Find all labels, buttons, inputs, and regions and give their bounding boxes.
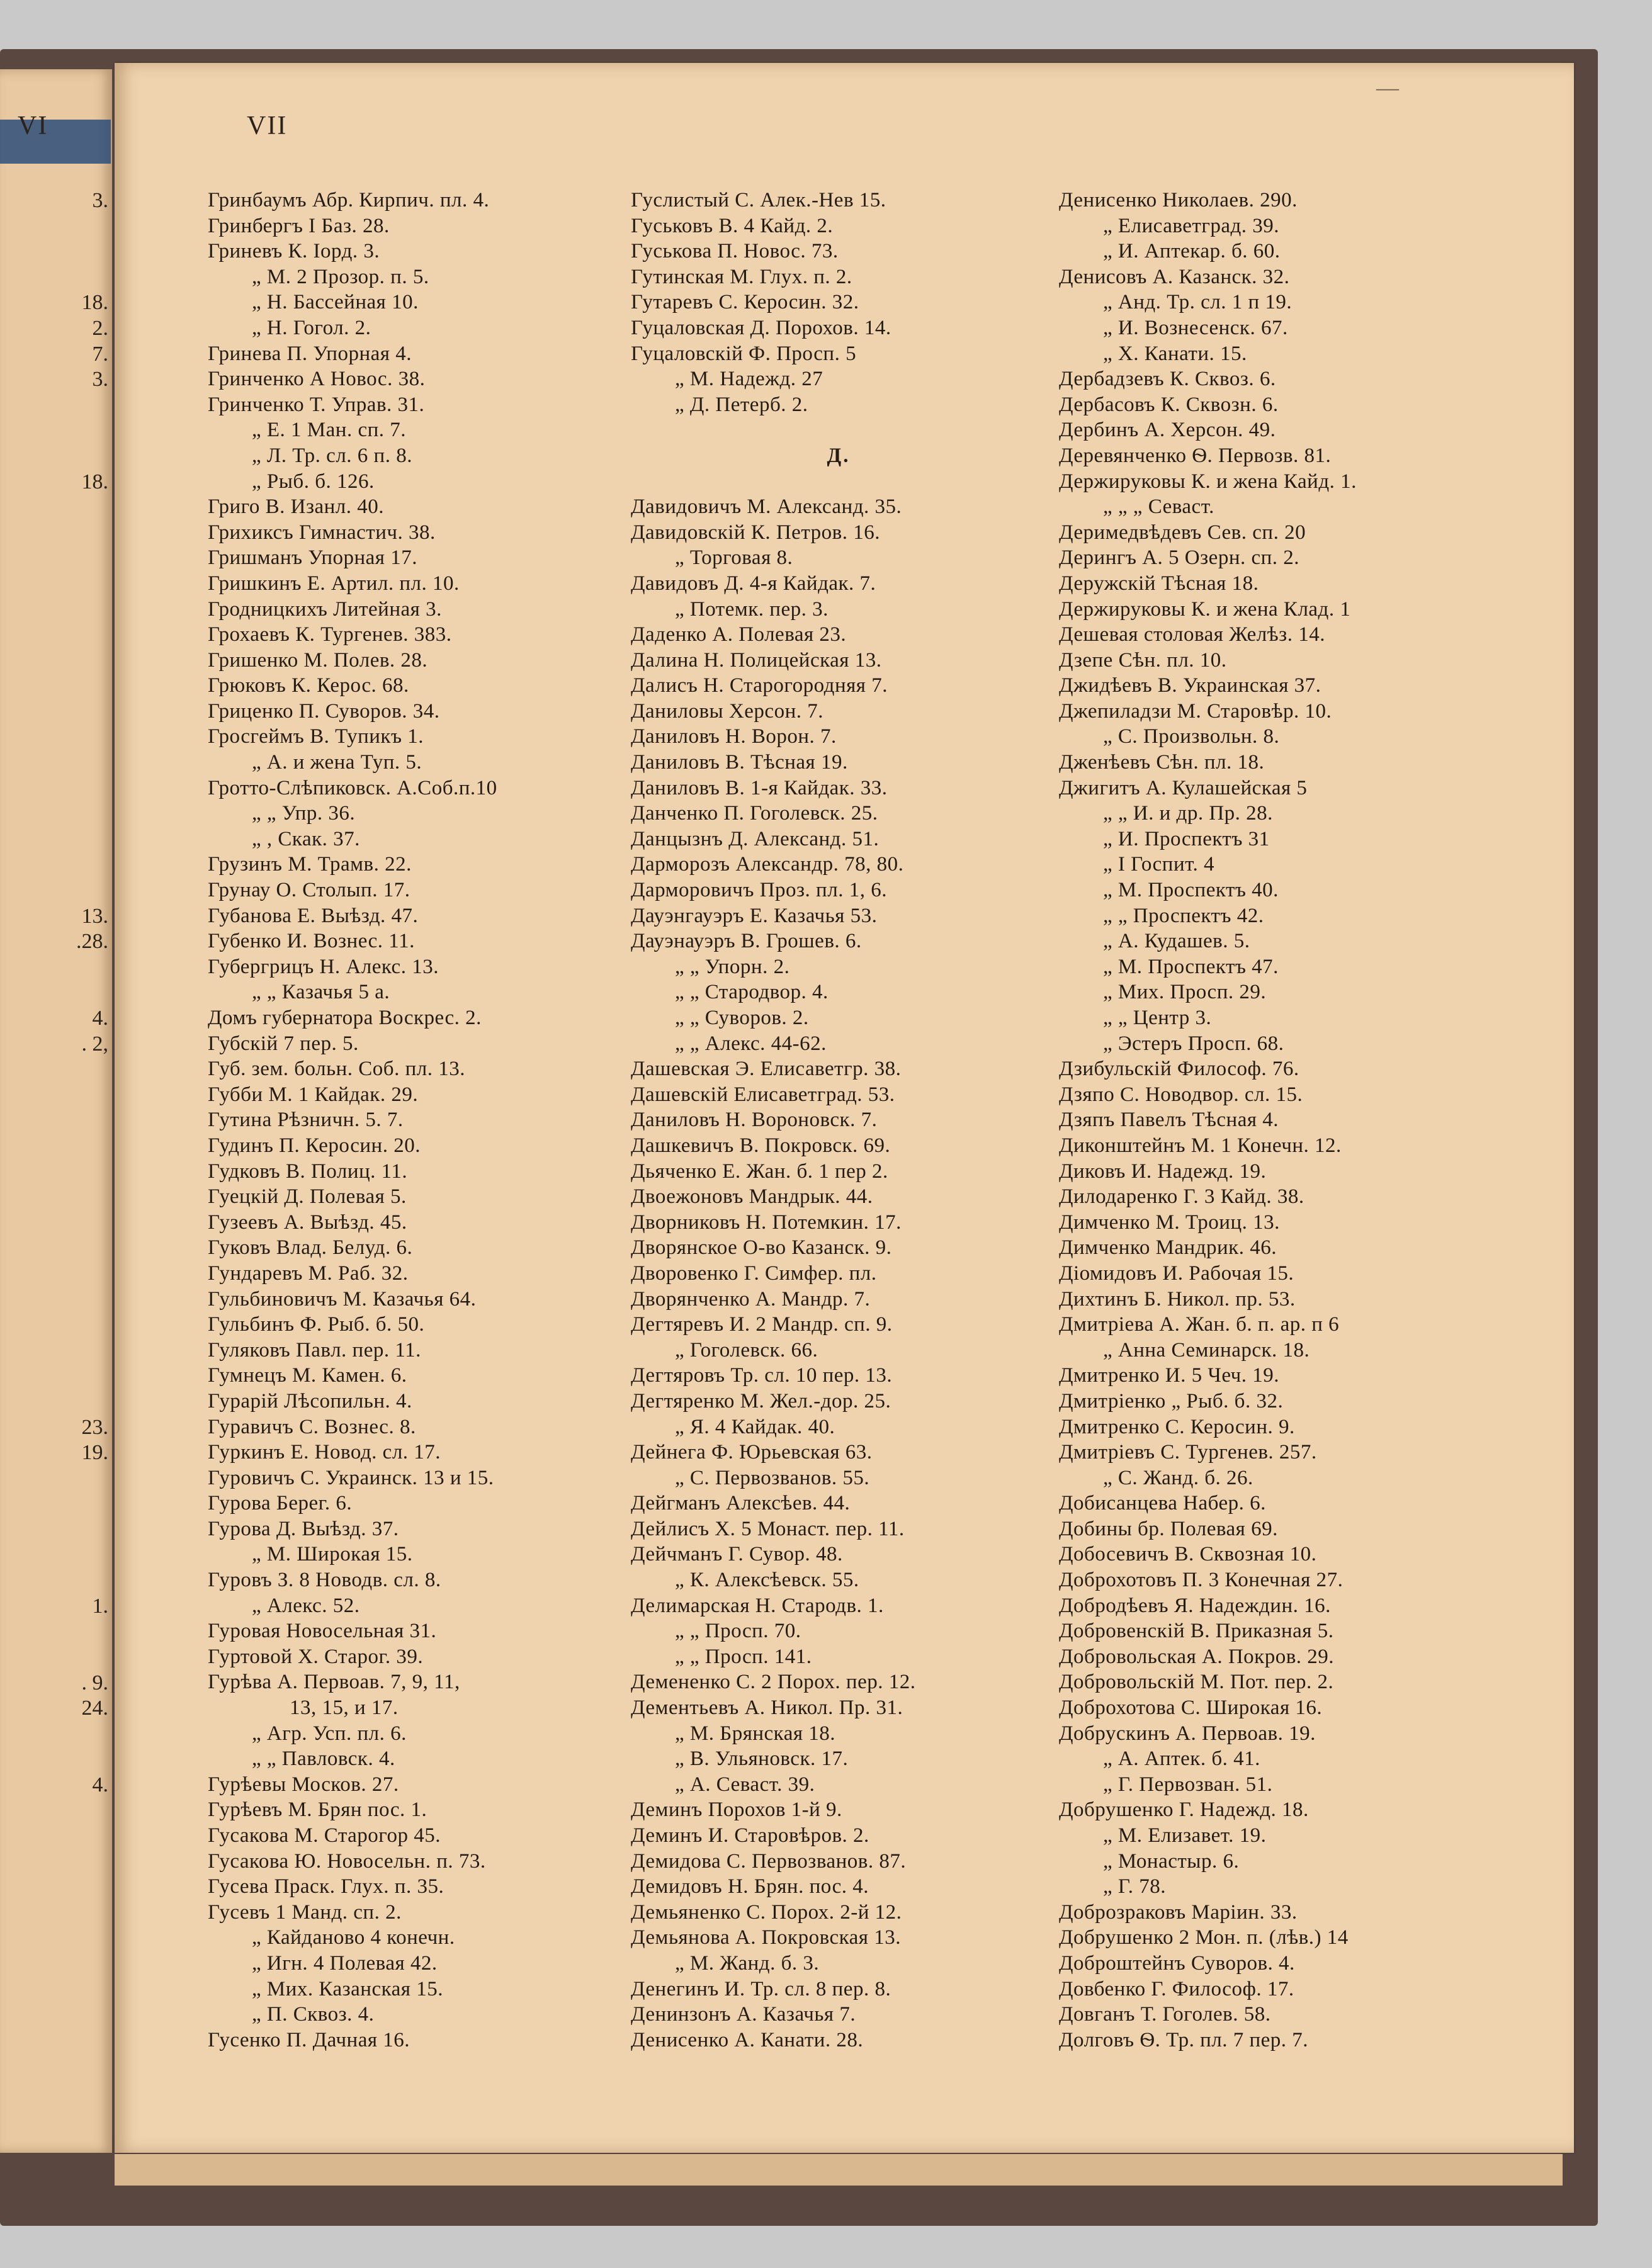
directory-entry: Двоежоновъ Мандрык. 44. [631, 1185, 873, 1209]
directory-entry: Дауэнгауэръ Е. Казачья 53. [631, 904, 878, 927]
directory-entry: „ Я. 4 Кайдак. 40. [675, 1415, 835, 1438]
directory-entry: Дилодаренко Г. 3 Кайд. 38. [1059, 1185, 1304, 1209]
right-page-number: VII [247, 111, 288, 140]
directory-entry: Дерингъ А. 5 Озерн. сп. 2. [1059, 546, 1300, 570]
library-stamp [0, 120, 111, 164]
directory-column-3 [1059, 188, 1462, 2053]
directory-entry: Дарморозъ Александр. 78, 80. [631, 853, 904, 876]
directory-entry: „ П. Сквоз. 4. [252, 2003, 375, 2026]
directory-entry: Делимарская Н. Стародв. 1. [631, 1594, 884, 1617]
directory-entry: Гусева Праск. Глух. п. 35. [208, 1875, 444, 1898]
directory-entry: Грихиксъ Гимнастич. 38. [208, 521, 436, 544]
directory-entry: Доброхотовъ П. 3 Конечная 27. [1059, 1569, 1344, 1592]
directory-entry: Дворянченко А. Мандр. 7. [631, 1287, 871, 1311]
directory-entry: „ Г. 78. [1103, 1875, 1167, 1898]
directory-entry: Дзибульскій Философ. 76. [1059, 1058, 1299, 1081]
directory-entry: Гуравичъ С. Вознес. 8. [208, 1415, 416, 1438]
directory-entry: Гусенко П. Дачная 16. [208, 2028, 410, 2051]
directory-entry: Гуровъ З. 8 Новодв. сл. 8. [208, 1569, 441, 1592]
directory-entry: Доброштейнъ Суворов. 4. [1059, 1951, 1295, 1975]
directory-entry: Гутинская М. Глух. п. 2. [631, 265, 852, 288]
directory-entry: „ В. Ульяновск. 17. [675, 1747, 849, 1771]
directory-entry: Дмитріева А. Жан. б. п. ар. п 6 [1059, 1313, 1340, 1336]
previous-page-fragment: . 2, [81, 1032, 108, 1056]
directory-entry: Гродницкихъ Литейная 3. [208, 597, 442, 621]
directory-entry: Домъ губернатора Воскрес. 2. [208, 1007, 482, 1029]
directory-entry: Даниловы Херсон. 7. [631, 699, 823, 723]
directory-entry: „ Эстеръ Просп. 68. [1103, 1032, 1284, 1055]
previous-page-fragment: 24. [81, 1696, 108, 1720]
directory-entry: „ М. Проспектъ 40. [1103, 879, 1279, 902]
directory-entry: Дьяченко Е. Жан. б. 1 пер 2. [631, 1159, 888, 1183]
directory-entry: Дворовенко Г. Симфер. пл. [631, 1261, 877, 1285]
letter-heading: Д. [827, 444, 851, 467]
directory-entry: „ М. Елизавет. 19. [1103, 1824, 1267, 1847]
directory-entry: „ „ Просп. 141. [675, 1645, 812, 1668]
directory-column-2 [631, 188, 1046, 2053]
directory-entry: Дзяпо С. Новодвор. сл. 15. [1059, 1083, 1303, 1106]
directory-entry: Губ. зем. больн. Соб. пл. 13. [208, 1058, 465, 1081]
directory-entry: Грунау О. Столып. 17. [208, 879, 410, 902]
directory-entry: Димченко Мандрик. 46. [1059, 1236, 1277, 1260]
directory-entry: „ И. Вознесенск. 67. [1103, 316, 1288, 339]
directory-entry: Гуцаловская Д. Порохов. 14. [631, 316, 891, 339]
previous-page-fragment: 3. [92, 368, 108, 392]
directory-entry: Дмитріевъ С. Тургенев. 257. [1059, 1441, 1317, 1464]
directory-entry: Дашевскій Елисаветград. 53. [631, 1083, 895, 1106]
directory-entry [631, 469, 1046, 495]
directory-entry: Дейчманъ Г. Сувор. 48. [631, 1543, 843, 1566]
directory-entry: Демененко С. 2 Порох. пер. 12. [631, 1671, 916, 1694]
directory-entry: Добровенскій В. Приказная 5. [1059, 1620, 1334, 1643]
directory-entry: Дмитренко С. Керосин. 9. [1059, 1415, 1295, 1438]
directory-entry: Дзепе Сѣн. пл. 10. [1059, 648, 1227, 672]
directory-entry: „ Рыб. б. 126. [252, 470, 375, 493]
directory-entry: Гульбинъ Ф. Рыб. б. 50. [208, 1313, 425, 1336]
directory-entry: „ , Скак. 37. [252, 827, 360, 850]
directory-entry: „ Торговая 8. [675, 546, 793, 570]
directory-entry: Гуляковъ Павл. пер. 11. [208, 1338, 421, 1362]
directory-entry: „ Гоголевск. 66. [675, 1338, 818, 1362]
directory-entry: Демидова С. Первозванов. 87. [631, 1849, 907, 1873]
directory-entry: Гринева П. Упорная 4. [208, 342, 412, 365]
directory-entry: Гурова Берег. 6. [208, 1492, 353, 1515]
directory-entry: Даниловъ В. Тѣсная 19. [631, 751, 848, 774]
previous-page-fragment: . 9. [81, 1671, 108, 1695]
previous-page-fragment: 19. [81, 1441, 108, 1465]
directory-entry: „ Агр. Усп. пл. 6. [252, 1722, 407, 1745]
directory-entry: Гусакова М. Старогор 45. [208, 1824, 441, 1847]
previous-page-fragment: 4. [92, 1007, 108, 1030]
directory-entry: „ Игн. 4 Полевая 42. [252, 1951, 438, 1975]
directory-entry: Доброзраковъ Маріин. 33. [1059, 1900, 1298, 1924]
directory-entry: „ С. Первозванов. 55. [675, 1466, 870, 1489]
directory-entry: „ Потемк. пер. 3. [675, 597, 829, 621]
directory-entry: Дегтяревъ И. 2 Мандр. сп. 9. [631, 1313, 893, 1336]
directory-entry: Гринбергъ I Баз. 28. [208, 214, 390, 237]
directory-entry: Гуецкій Д. Полевая 5. [208, 1185, 407, 1209]
directory-entry: Довбенко Г. Философ. 17. [1059, 1977, 1294, 2000]
directory-entry: Добродѣевъ Я. Надеждин. 16. [1059, 1594, 1331, 1617]
directory-entry: Данцызнъ Д. Александ. 51. [631, 827, 880, 850]
directory-entry: Даниловъ Н. Ворон. 7. [631, 725, 837, 748]
directory-entry: Добрушенко Г. Надежд. 18. [1059, 1798, 1309, 1822]
directory-entry: Гульбиновичъ М. Казачья 64. [208, 1287, 477, 1311]
directory-entry: Давидовичъ М. Александ. 35. [631, 495, 902, 519]
directory-entry: Дербинъ А. Херсон. 49. [1059, 419, 1276, 442]
directory-entry: „ „ Павловск. 4. [252, 1747, 395, 1771]
directory-entry: Дихтинъ Б. Никол. пр. 53. [1059, 1287, 1296, 1311]
directory-entry: Губби М. 1 Кайдак. 29. [208, 1083, 419, 1106]
directory-entry: Добисанцева Набер. 6. [1059, 1492, 1266, 1515]
directory-entry: Губскій 7 пер. 5. [208, 1032, 359, 1055]
previous-page-fragment: 23. [81, 1415, 108, 1439]
directory-entry: Дарморовичъ Проз. пл. 1, 6. [631, 879, 887, 902]
directory-entry: Деружскій Тѣсная 18. [1059, 572, 1259, 595]
directory-entry: Добровольскій М. Пот. пер. 2. [1059, 1671, 1334, 1694]
directory-entry: „ М. 2 Прозор. п. 5. [252, 265, 429, 288]
directory-entry: Гринченко Т. Управ. 31. [208, 393, 425, 416]
directory-entry: Джидѣевъ В. Украинская 37. [1059, 674, 1321, 697]
directory-entry: „ Кайданово 4 конечн. [252, 1926, 455, 1949]
directory-entry: Добосевичъ В. Сквозная 10. [1059, 1543, 1317, 1566]
previous-page-fragment: 7. [92, 342, 108, 366]
previous-page-fragment: 2. [92, 317, 108, 340]
previous-page-fragment: 18. [81, 291, 108, 315]
directory-entry: Дейнега Ф. Юрьевская 63. [631, 1441, 873, 1464]
directory-entry: „ Елисаветград. 39. [1103, 214, 1280, 237]
directory-entry: 13, 15, и 17. [290, 1696, 399, 1720]
directory-entry: Демидовъ Н. Брян. пос. 4. [631, 1875, 869, 1898]
directory-entry: Джепиладзи М. Старовѣр. 10. [1059, 699, 1332, 723]
directory-entry: „ М. Проспектъ 47. [1103, 955, 1279, 978]
directory-entry: „ „ Алекс. 44-62. [675, 1032, 827, 1055]
directory-entry: Грюковъ К. Керос. 68. [208, 674, 409, 697]
directory-entry: „ „ Казачья 5 а. [252, 981, 390, 1004]
directory-entry: Димченко М. Троиц. 13. [1059, 1210, 1280, 1234]
previous-page-fragment: .28. [76, 930, 108, 954]
directory-entry: Долговъ Ѳ. Тр. пл. 7 пер. 7. [1059, 2028, 1308, 2051]
directory-entry: „ Мих. Казанская 15. [252, 1977, 443, 2000]
directory-entry: „ „ И. и др. Пр. 28. [1103, 802, 1273, 825]
directory-entry: Губанова Е. Выѣзд. 47. [208, 904, 419, 927]
directory-entry: Денегинъ И. Тр. сл. 8 пер. 8. [631, 1977, 891, 2000]
directory-entry: Гусакова Ю. Новосельн. п. 73. [208, 1849, 486, 1873]
directory-entry: Гротто-Слѣпиковск. А.Соб.п.10 [208, 776, 497, 799]
directory-entry: Добрускинъ А. Первоав. 19. [1059, 1722, 1316, 1745]
directory-entry: Денисовъ А. Казанск. 32. [1059, 265, 1290, 288]
directory-entry: Доброхотова С. Широкая 16. [1059, 1696, 1323, 1720]
directory-entry: Дегтяровъ Тр. сл. 10 пер. 13. [631, 1364, 893, 1387]
directory-entry: Деревянченко Ѳ. Первозв. 81. [1059, 444, 1332, 467]
directory-entry: Гусевъ 1 Манд. сп. 2. [208, 1900, 402, 1924]
directory-entry: „ А. и жена Туп. 5. [252, 751, 422, 774]
directory-entry: Гринченко А Новос. 38. [208, 368, 426, 391]
directory-entry: „ Алекс. 52. [252, 1594, 360, 1617]
directory-entry: „ Анд. Тр. сл. 1 п 19. [1103, 291, 1293, 314]
directory-entry: „ А. Аптек. б. 41. [1103, 1747, 1260, 1771]
directory-entry: Дмитренко И. 5 Чеч. 19. [1059, 1364, 1279, 1387]
directory-entry: „ М. Брянская 18. [675, 1722, 836, 1745]
directory-entry: Діомидовъ И. Рабочая 15. [1059, 1261, 1294, 1285]
directory-entry: „ А. Кудашев. 5. [1103, 930, 1250, 953]
directory-entry: Давидовъ Д. 4-я Кайдак. 7. [631, 572, 876, 595]
directory-entry: Даденко А. Полевая 23. [631, 623, 847, 646]
directory-column-1 [208, 188, 611, 2053]
directory-entry: Далина Н. Полицейская 13. [631, 648, 882, 672]
directory-entry: „ Монастыр. 6. [1103, 1849, 1240, 1873]
directory-entry: Добровольская А. Покров. 29. [1059, 1645, 1335, 1668]
directory-entry: Далисъ Н. Старогородняя 7. [631, 674, 888, 697]
directory-entry: „ „ Стародвор. 4. [675, 981, 829, 1004]
directory-entry: Денинзонъ А. Казачья 7. [631, 2003, 856, 2026]
directory-entry: Гудинъ П. Керосин. 20. [208, 1134, 421, 1157]
previous-page-fragment: 1. [92, 1594, 108, 1618]
directory-entry: Дашевская Э. Елисаветгр. 38. [631, 1058, 902, 1081]
directory-entry: Гурѣва А. Первоав. 7, 9, 11, [208, 1671, 460, 1694]
directory-entry: „ Н. Бассейная 10. [252, 291, 419, 314]
directory-entry: Демьянова А. Покровская 13. [631, 1926, 901, 1949]
directory-entry: Добрушенко 2 Мон. п. (лѣв.) 14 [1059, 1926, 1349, 1949]
directory-entry: Держируковы К. и жена Кайд. 1. [1059, 470, 1357, 493]
directory-entry: „ „ Суворов. 2. [675, 1007, 809, 1029]
directory-entry: Гуськовъ В. 4 Кайд. 2. [631, 214, 834, 237]
directory-entry: Дмитріенко „ Рыб. б. 32. [1059, 1389, 1284, 1413]
previous-page-fragment: 13. [81, 904, 108, 928]
directory-entry: Деминъ Порохов 1-й 9. [631, 1798, 842, 1822]
directory-entry: Деримедвѣдевъ Сев. сп. 20 [1059, 521, 1306, 544]
directory-entry: Деминъ И. Старовѣров. 2. [631, 1824, 869, 1847]
directory-entry: Гуровая Новосельная 31. [208, 1620, 437, 1643]
directory-entry: „ Д. Петерб. 2. [675, 393, 808, 416]
directory-entry: „ „ Проспектъ 42. [1103, 904, 1264, 927]
previous-page-fragment: 4. [92, 1773, 108, 1797]
directory-entry: Давидовскій К. Петров. 16. [631, 521, 880, 544]
directory-entry: „ „ Упр. 36. [252, 802, 356, 825]
directory-entry: Губенко И. Вознес. 11. [208, 930, 415, 953]
directory-entry: Гундаревъ М. Раб. 32. [208, 1261, 409, 1285]
directory-entry: „ Мих. Просп. 29. [1103, 981, 1267, 1004]
directory-entry: Демьяненко С. Порох. 2-й 12. [631, 1900, 902, 1924]
directory-entry: „ С. Произвольн. 8. [1103, 725, 1280, 748]
directory-entry: Гришенко М. Полев. 28. [208, 648, 428, 672]
directory-entry: „ И. Проспектъ 31 [1103, 827, 1270, 850]
directory-entry: Гузеевъ А. Выѣзд. 45. [208, 1210, 407, 1234]
directory-entry: Гросгеймъ В. Тупикъ 1. [208, 725, 424, 748]
directory-entry: Гриценко П. Суворов. 34. [208, 699, 440, 723]
directory-entry: Гуцаловскій Ф. Просп. 5 [631, 342, 857, 365]
directory-entry: Гринбаумъ Абр. Кирпич. пл. 4. [208, 189, 490, 212]
directory-entry: Дешевая столовая Желѣз. 14. [1059, 623, 1325, 646]
directory-entry: Даниловъ Н. Вороновск. 7. [631, 1109, 878, 1132]
directory-entry: Дегтяренко М. Жел.-дор. 25. [631, 1389, 891, 1413]
directory-entry: Гурѣевъ М. Брян пос. 1. [208, 1798, 427, 1822]
directory-entry: „ Н. Гогол. 2. [252, 316, 371, 339]
directory-entry: Гришкинъ Е. Артил. пл. 10. [208, 572, 460, 595]
directory-entry: Дементьевъ А. Никол. Пр. 31. [631, 1696, 903, 1720]
directory-entry: Григо В. Изанл. 40. [208, 495, 385, 519]
directory-entry: Гриневъ К. Іорд. 3. [208, 240, 380, 263]
directory-entry: „ М. Широкая 15. [252, 1543, 413, 1566]
directory-entry: Гуркинъ Е. Новод. сл. 17. [208, 1441, 441, 1464]
directory-entry: Грузинъ М. Трамв. 22. [208, 853, 412, 876]
directory-entry: Дербадзевъ К. Сквоз. 6. [1059, 368, 1276, 391]
directory-entry: „ И. Аптекар. б. 60. [1103, 240, 1281, 263]
directory-entry: Гуртовой Х. Старог. 39. [208, 1645, 424, 1668]
directory-entry: Дворниковъ Н. Потемкин. 17. [631, 1210, 902, 1234]
directory-entry: Гришманъ Упорная 17. [208, 546, 417, 570]
directory-entry: Довганъ Т. Гоголев. 58. [1059, 2003, 1271, 2026]
directory-entry: „ Л. Тр. сл. 6 п. 8. [252, 444, 412, 467]
directory-entry: „ Е. 1 Ман. сп. 7. [252, 419, 407, 442]
directory-entry: Дворянское О-во Казанск. 9. [631, 1236, 892, 1260]
previous-page-fragment: 3. [92, 189, 108, 212]
left-page-number: VI [18, 111, 48, 140]
directory-entry: „ К. Алексѣевск. 55. [675, 1569, 859, 1592]
directory-entry: Дженѣевъ Сѣн. пл. 18. [1059, 751, 1265, 774]
directory-entry: Дзяпъ Павелъ Тѣсная 4. [1059, 1109, 1279, 1132]
directory-entry: Гутина Рѣзничн. 5. 7. [208, 1109, 404, 1132]
directory-entry: „ „ Центр 3. [1103, 1007, 1212, 1029]
directory-entry: Гурарій Лѣсопильн. 4. [208, 1389, 412, 1413]
corner-mark: — [1376, 75, 1399, 100]
directory-entry: Гутаревъ С. Керосин. 32. [631, 291, 859, 314]
page-stack-edge [115, 2154, 1563, 2186]
directory-entry: „ М. Надежд. 27 [675, 368, 823, 391]
directory-entry: Дашкевичъ В. Покровск. 69. [631, 1134, 891, 1157]
directory-entry: Дауэнауэръ В. Грошев. 6. [631, 930, 862, 953]
directory-entry: „ Г. Первозван. 51. [1103, 1773, 1273, 1796]
directory-entry: Гуськова П. Новос. 73. [631, 240, 839, 263]
directory-entry: Гуровичъ С. Украинск. 13 и 15. [208, 1466, 494, 1489]
directory-entry: „ С. Жанд. б. 26. [1103, 1466, 1253, 1489]
directory-entry: Гуслистый С. Алек.-Нев 15. [631, 189, 886, 212]
directory-entry: Дербасовъ К. Сквозн. 6. [1059, 393, 1279, 416]
directory-entry: „ Х. Канати. 15. [1103, 342, 1247, 365]
directory-entry: „ „ Просп. 70. [675, 1620, 801, 1643]
directory-entry: Гурѣевы Москов. 27. [208, 1773, 399, 1796]
directory-entry: „ А. Севаст. 39. [675, 1773, 815, 1796]
directory-entry: Дейгманъ Алексѣев. 44. [631, 1492, 851, 1515]
directory-entry: Держируковы К. и жена Клад. 1 [1059, 597, 1351, 621]
directory-entry: Гудковъ В. Полиц. 11. [208, 1159, 408, 1183]
directory-entry: Джигитъ А. Кулашейская 5 [1059, 776, 1308, 799]
directory-entry: Гурова Д. Выѣзд. 37. [208, 1517, 399, 1540]
directory-entry: Дейлисъ Х. 5 Монаст. пер. 11. [631, 1517, 905, 1540]
directory-entry: Данченко П. Гоголевск. 25. [631, 802, 878, 825]
directory-entry: Денисенко Николаев. 290. [1059, 189, 1298, 212]
directory-entry: Диконштейнъ М. 1 Конечн. 12. [1059, 1134, 1342, 1157]
directory-entry: „ „ Упорн. 2. [675, 955, 790, 978]
directory-entry: „ М. Жанд. б. 3. [675, 1951, 820, 1975]
directory-entry: Губергрицъ Н. Алекс. 13. [208, 955, 439, 978]
directory-entry: Даниловъ В. 1-я Кайдак. 33. [631, 776, 888, 799]
directory-entry: Гуковъ Влад. Белуд. 6. [208, 1236, 413, 1260]
directory-entry [631, 417, 1046, 443]
directory-entry: „ Анна Семинарск. 18. [1103, 1338, 1310, 1362]
directory-entry: Гумнецъ М. Камен. 6. [208, 1364, 407, 1387]
directory-entry: Диковъ И. Надежд. 19. [1059, 1159, 1267, 1183]
directory-entry: Добины бр. Полевая 69. [1059, 1517, 1278, 1540]
directory-entry: Денисенко А. Канати. 28. [631, 2028, 864, 2051]
directory-entry: „ „ „ Севаст. [1103, 495, 1214, 519]
previous-page-fragment: 18. [81, 470, 108, 494]
directory-entry: Грохаевъ К. Тургенев. 383. [208, 623, 452, 646]
directory-entry: „ I Госпит. 4 [1103, 853, 1215, 876]
